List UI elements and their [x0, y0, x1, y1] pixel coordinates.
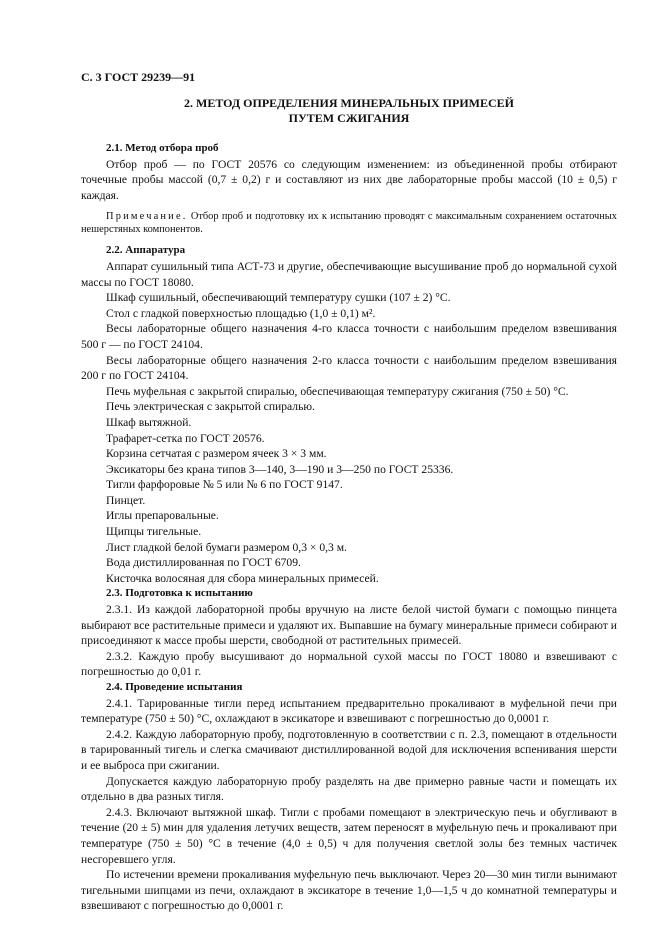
equipment-item: Кисточка волосяная для сбора минеральных примесей. — [106, 571, 379, 585]
equipment-item: Лист гладкой белой бумаги размером 0,3 × 0,3 м. — [106, 540, 347, 554]
note-text: Отбор проб и подготовку их к испытанию проводят с максимальным сохранением остаточных нешерстяных компонентов. — [81, 211, 617, 236]
paragraph-2-3-2: 2.3.2. Каждую пробу высушивают до нормальной сухой массы по ГОСТ 18080 и взвешивают с погрешностью до 0,01 г. — [81, 649, 617, 679]
heading-2-1: 2.1. Метод отбора проб — [106, 142, 219, 154]
document-body — [81, 141, 617, 914]
page-header: С. 3 ГОСТ 29239—91 — [81, 70, 196, 84]
equipment-item: Печь муфельная с закрытой спиралью, обеспечивающая температуру сжигания (750 ± 50) °С. — [106, 384, 569, 398]
paragraph-2-4-3-end: По истечении времени прокаливания муфельную печь выключают. Через 20—30 мин тигли вынимают тигельными шипцами из печи, охлаждают в эксикаторе в течение 1,0—1,5 ч до комнатной температуры и взвешивают с погрешностью до 0,0001 г. — [81, 868, 617, 913]
equipment-item: Печь электрическая с закрытой спиралью. — [106, 400, 315, 414]
equipment-item: Весы лабораторные общего назначения 2-го класса точности с наибольшим пределом взвешивания 200 г по ГОСТ 24104. — [81, 353, 617, 383]
heading-2-2: 2.2. Аппаратура — [106, 244, 186, 257]
equipment-item: Шкаф сушильный, обеспечивающий температуру сушки (107 ± 2) °С. — [106, 291, 451, 305]
paragraph-2-4-2-note: Допускается каждую лабораторную пробу разделять на две примерно равные части и помещать их отдельно в два разных тигля. — [81, 774, 617, 804]
equipment-item: Весы лабораторные общего назначения 4-го класса точности с наибольшим пределом взвешивания 500 г — по ГОСТ 24104. — [81, 322, 617, 351]
heading-2-4: 2.4. Проведение испытания — [106, 681, 243, 693]
equipment-item: Шкаф вытяжной. — [106, 415, 192, 429]
equipment-item: Тигли фарфоровые № 5 или № 6 по ГОСТ 9147. — [106, 478, 343, 492]
section-title-line-2: ПУТЕМ СЖИГАНИЯ — [288, 111, 410, 125]
section-title-line-1: 2. МЕТОД ОПРЕДЕЛЕНИЯ МИНЕРАЛЬНЫХ ПРИМЕСЕЙ — [184, 96, 514, 110]
paragraph-2-3-1: 2.3.1. Из каждой лабораторной пробы вручную на листе белой чистой бумаги с помощью пинцета выбирают все растительные примеси и удаляют их. Выпавшие на бумагу минеральные примеси собирают и присоединяют к массе пробы шерсти, свободной от растительных примесей. — [81, 603, 617, 648]
equipment-item: Стол с гладкой поверхностью площадью (1,0 ± 0,1) м². — [106, 306, 376, 320]
equipment-item: Эксикаторы без крана типов 3—140, 3—190 и 3—250 по ГОСТ 25336. — [106, 462, 454, 476]
paragraph-2-4-3: 2.4.3. Включают вытяжной шкаф. Тигли с пробами помещают в электрическую печь и обугливают в течение (20 ± 5) мин для удаления летучих веществ, затем переносят в муфельную печь и прокаливают при температуре (750 ± 50) °С в течение (4,0 ± 0,5) ч для получения светлой золы без темных частичек несгоревшего угля. — [81, 805, 617, 866]
note-label: Примечание. — [106, 211, 188, 223]
heading-2-3: 2.3. Подготовка к испытанию — [106, 587, 253, 600]
equipment-item: Аппарат сушильный типа АСТ-73 и другие, обеспечивающие высушивание проб до нормальной сухой массы по ГОСТ 18080. — [81, 259, 617, 289]
paragraph-2-4-1: 2.4.1. Тарированные тигли перед испытанием предварительно прокаливают в муфельной печи при температуре (750 ± 50) °С, охлаждают в эксикаторе и взвешивают с погрешностью до 0,0001 г. — [81, 696, 617, 726]
equipment-item: Иглы препаровальные. — [106, 509, 219, 523]
equipment-item: Пинцет. — [106, 493, 146, 507]
equipment-item: Вода дистиллированная по ГОСТ 6709. — [106, 556, 301, 570]
paragraph-2-4-2: 2.4.2. Каждую лабораторную пробу, подготовленную в соответствии с п. 2.3, помещают в отдельности в тарированный тигель и слегка смачивают дистиллированной водой для исключения вспенивания шерсти и ее выброса при сжигании. — [81, 727, 617, 772]
equipment-item: Корзина сетчатая с размером ячеек 3 × 3 мм. — [106, 447, 327, 461]
equipment-item: Трафарет-сетка по ГОСТ 20576. — [106, 431, 265, 445]
equipment-item: Щипцы тигельные. — [106, 525, 202, 539]
section-title — [81, 96, 617, 126]
note — [81, 210, 617, 236]
paragraph-2-1: Отбор проб — по ГОСТ 20576 со следующим изменением: из объединенной пробы отбирают точечные пробы массой (0,7 ± 0,2) г и составляют из них две лабораторные пробы массой (10 ± 0,5) г каждая. — [81, 157, 617, 202]
